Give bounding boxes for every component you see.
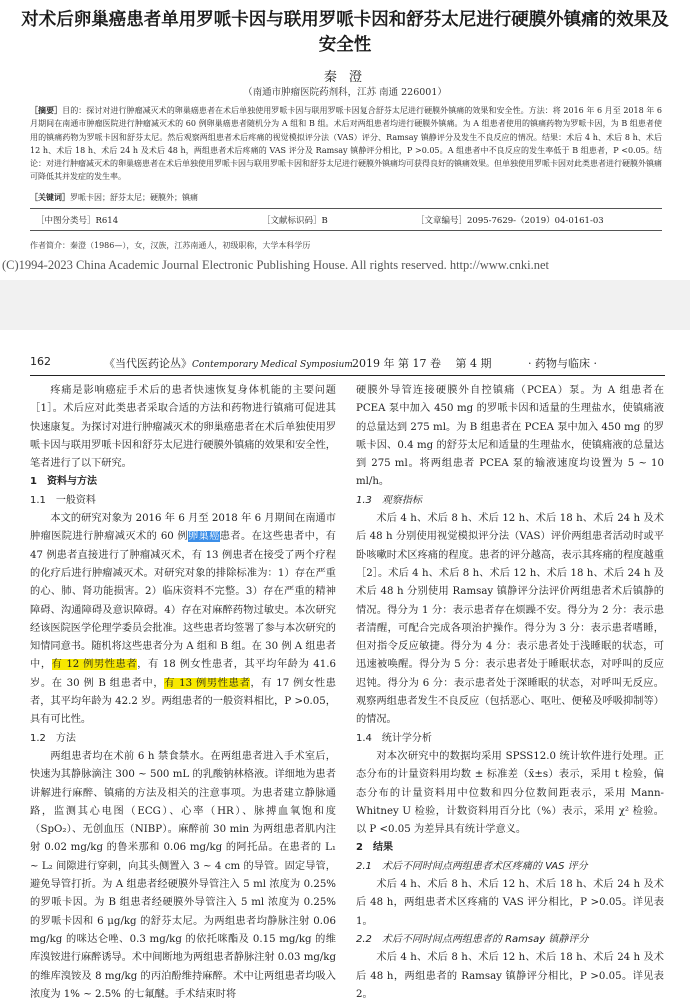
article-first-page — [0, 0, 690, 272]
text-run: ，有 17 例女性患者，其平均年龄为 42.2 岁。两组患者的一般资料相比，P >0.05，具有可比性。 — [30, 677, 336, 726]
result-paragraph: 术后 4 h、术后 8 h、术后 12 h、术后 18 h、术后 24 h 及术后 48 h，两组患者的 Ramsay 镇静评分相比，P >0.05。详见表 2。 — [356, 952, 664, 1000]
intro-paragraph: 疼痛是影响癌症手术后的患者快速恢复身体机能的主要问题［1］。术后应对此类患者采取合适的方法和药物进行镇痛可促进其快速康复。为探讨对进行肿瘤减灭术的卵巢癌患者在术后单独使用罗哌卡因与联用罗哌卡因和舒芬太尼进行硬膜外镇痛的效果和安全性，笔者进行了以下研究。 — [30, 385, 336, 470]
highlighted-text[interactable]: 有 12 例男性患者 — [51, 659, 138, 671]
keywords-label: ［关键词］ — [30, 192, 70, 202]
divider — [30, 208, 662, 209]
subsection-heading: 1.1 一般资料 — [30, 494, 96, 506]
clc-number: ［中图分类号］R614 — [36, 216, 119, 226]
keywords-text: 罗哌卡因；舒芬太尼；硬膜外；镇痛 — [70, 193, 198, 202]
abstract-text: 目的：探讨对进行肿瘤减灭术的卵巢癌患者在术后单独使用罗哌卡因与联用罗哌卡因复合舒芬太尼进行硬膜外镇痛的效果和安全性。方法：将 2016 年 6 月至 2018 年 6 月期间在南通市肿瘤医院进行肿瘤减灭术的 60 例卵巢癌患者随机分为 A 组和 B 组。术后对两组患者均进行硬膜外镇痛。为 A 组患者使用的镇痛药物为罗哌卡因，为 B 组患者使用的镇痛药物为罗哌卡因和舒芬太尼。然后观察两组患者术后疼痛的视觉模拟评分法（VAS）评分、Ramsay 镇静评分及发生不良反应的情况。结果：术后 4 h、术后 8 h、术后 12 h、术后 18 h、术后 24 h 及术后 48 h，两组患者术后疼痛的 VAS 评分及 Ramsay 镇静评分相比，P >0.05。A 组患者中不良反应的发生率低于 B 组患者，P <0.05。结论：对进行肿瘤减灭术的卵巢癌患者在术后单独使用罗哌卡因与联用罗哌卡因和舒芬太尼进行硬膜外镇痛均可获得良好的镇痛效果。但单独使用罗哌卡因对此类患者进行硬膜外镇痛可降低其并发症的发生率。 — [30, 106, 662, 182]
running-header — [30, 355, 670, 373]
subsection-heading: 2.2 术后不同时间点两组患者的 Ramsay 镇静评分 — [356, 933, 589, 945]
subsection-heading: 2.1 术后不同时间点两组患者术区疼痛的 VAS 评分 — [356, 860, 588, 872]
subsection-heading: 1.4 统计学分析 — [356, 732, 432, 744]
text-run: ，有 18 例女性患者，其平均年龄为 41.6 岁。在 30 例 B 组患者中， — [30, 659, 336, 689]
divider — [30, 230, 662, 231]
journal-name-cn: 《当代医药论丛》 — [104, 357, 192, 370]
section-heading: 1 资料与方法 — [30, 476, 97, 488]
observation-paragraph: 术后 4 h、术后 8 h、术后 12 h、术后 18 h、术后 24 h 及术后 48 h 分别使用视觉模拟评分法（VAS）评价两组患者活动时或平卧咳嗽时术区疼痛的程度。患者的评分越高，表示其疼痛的程度越重［2］。术后 4 h、术后 8 h、术后 12 h、术后 18 h、术后 24 h 及术后 48 h 分别使用 Ramsay 镇静评分法评价两组患者术后镇静的情况。得分为 1 分：表示患者存在烦躁不安。得分为 2 分：表示患者清醒，可配合完成各项治护操作。得分为 3 分：表示患者嗜睡，但对指令反应敏捷。得分为 4 分：表示患者处于浅睡眠的状态，可迅速被唤醒。得分为 5 分：表示患者处于睡眠状态，对呼叫的反应迟钝。得分为 6 分：表示患者处于深睡眠的状态，对呼叫无反应。观察两组患者发生不良反应（包括恶心、呕吐、便秘及呼吸抑制等）的情况。 — [356, 513, 664, 726]
left-column — [30, 382, 336, 1004]
result-paragraph: 术后 4 h、术后 8 h、术后 12 h、术后 18 h、术后 24 h 及术后 48 h，两组患者术区疼痛的 VAS 评分相比，P >0.05。详见表 1。 — [356, 879, 664, 927]
article-second-page — [0, 330, 690, 1000]
author-name: 秦 澄 — [323, 70, 367, 85]
abstract-label: ［摘要］ — [30, 105, 63, 115]
header-rule — [30, 375, 665, 376]
page-gap — [0, 280, 690, 330]
highlighted-text[interactable]: 有 13 例男性患者 — [164, 677, 251, 689]
abstract — [30, 104, 662, 200]
section-heading: 2 结果 — [356, 842, 393, 854]
author-bio: 作者简介：秦澄（1986—），女，汉族，江苏南通人，初级职称，大学本科学历 — [30, 241, 311, 250]
text-run: 本文的研究对象为 2016 年 6 月至 2018 年 6 月期间在南通市肿瘤医院进行肿瘤减灭术的 60 例 — [30, 513, 336, 543]
methods-continued-paragraph: 硬膜外导管连接硬膜外自控镇痛（PCEA）泵。为 A 组患者在 PCEA 泵中加入 450 mg 的罗哌卡因和适量的生理盐水，使镇痛液的总量达到 275 ml。为 B 组患者在 PCEA 泵中加入 450 mg 的罗哌卡因、0.4 mg 的舒芬太尼和适量的生理盐水，使镇痛液的总量达到 275 ml。将两组患者 PCEA 泵的输液速度均设置为 5 ~ 10 ml/h。 — [356, 385, 664, 488]
selected-text[interactable]: 卵巢癌 — [188, 531, 220, 543]
copyright-notice: (C)1994-2023 China Academic Journal Electronic Publishing House. All rights reserved. http://www.cnki.net — [0, 258, 690, 280]
column-name: · 药物与临床 · — [528, 357, 597, 370]
subsection-heading: 1.2 方法 — [30, 732, 76, 744]
methods-paragraph: 两组患者均在术前 6 h 禁食禁水。在两组患者进入手术室后，快速为其静脉滴注 300 ~ 500 mL 的乳酸钠林格液。详细地为患者讲解进行麻醉、镇痛的方法及相关的注意事项。为患者建立静脉通路，监测其心电图（ECG）、心率（HR）、脉搏血氧饱和度（SpO₂）、无创血压（NIBP）。麻醉前 30 min 为两组患者肌内注射 0.02 mg/kg 的鲁米那和 0.06 mg/kg 的阿托品。在患者的 L₁ ~ L₂ 间隙进行穿刺，向其头侧置入 3 ~ 4 cm 的导管。固定导管，避免导管打折。为 A 组患者经硬膜外导管注入 5 ml 浓度为 0.25% 的罗哌卡因。为 B 组患者经硬膜外导管注入 5 ml 浓度为 0.25% 的罗哌卡因和 6 μg/kg 的舒芬太尼。为两组患者均静脉注射 0.06 mg/kg 的咪达仑唑、0.3 mg/kg 的依托咪酯及 0.15 mg/kg 的维库溴铵进行麻醉诱导。术中间断地为两组患者静脉注射 0.03 mg/kg 的维库溴铵及 8 mg/kg 的丙泊酚维持麻醉。术中让两组患者均吸入浓度为 1% ~ 2.5% 的七氟醚。手术结束时将 — [30, 750, 336, 1000]
article-title: 对术后卵巢癌患者单用罗哌卡因与联用罗哌卡因和舒芬太尼进行硬膜外镇痛的效果及安全性 — [21, 10, 669, 55]
document-code: ［文献标识码］B — [262, 216, 328, 226]
journal-name — [104, 355, 353, 371]
journal-name-en: Contemporary Medical Symposium — [192, 360, 353, 370]
page-number: 162 — [30, 355, 51, 368]
right-column — [356, 382, 664, 1004]
keywords — [30, 192, 662, 203]
article-number: ［文章编号］2095-7629-（2019）04-0161-03 — [416, 216, 604, 226]
text-run: 患者。在这些患者中，有 47 例患者直接进行了肿瘤减灭术，有 13 例患者在接受了两个疗程的化疗后进行肿瘤减灭术。对研究对象的排除标准为：1）存在严重的心、肺、肾功能损害。2）临床资料不完整。3）存在严重的精神障碍、沟通障碍及意识障碍。4）存在对麻醉药物过敏史。本次研究经该医院医学伦理学委员会批准。这些患者均签署了参与本次研究的知情同意书。随机将这些患者分为 A 组和 B 组。在 30 例 A 组患者中， — [30, 531, 336, 671]
author-affiliation: （南通市肿瘤医院药剂科，江苏 南通 226001） — [243, 87, 447, 98]
statistics-paragraph: 对本次研究中的数据均采用 SPSS12.0 统计软件进行处理。正态分布的计量资料用均数 ± 标准差（x̄±s）表示，采用 t 检验，偏态分布的计量资料用中位数和四分位数间距表示，采用 Mann-Whitney U 检验，计数资料用百分比（%）表示，采用 χ² 检验。以 P <0.05 为差异具有统计学意义。 — [356, 750, 664, 836]
general-data-paragraph — [30, 510, 336, 730]
issue-info: 2019 年 第 17 卷 第 4 期 — [352, 357, 492, 370]
subsection-heading: 1.3 观察指标 — [356, 494, 422, 506]
